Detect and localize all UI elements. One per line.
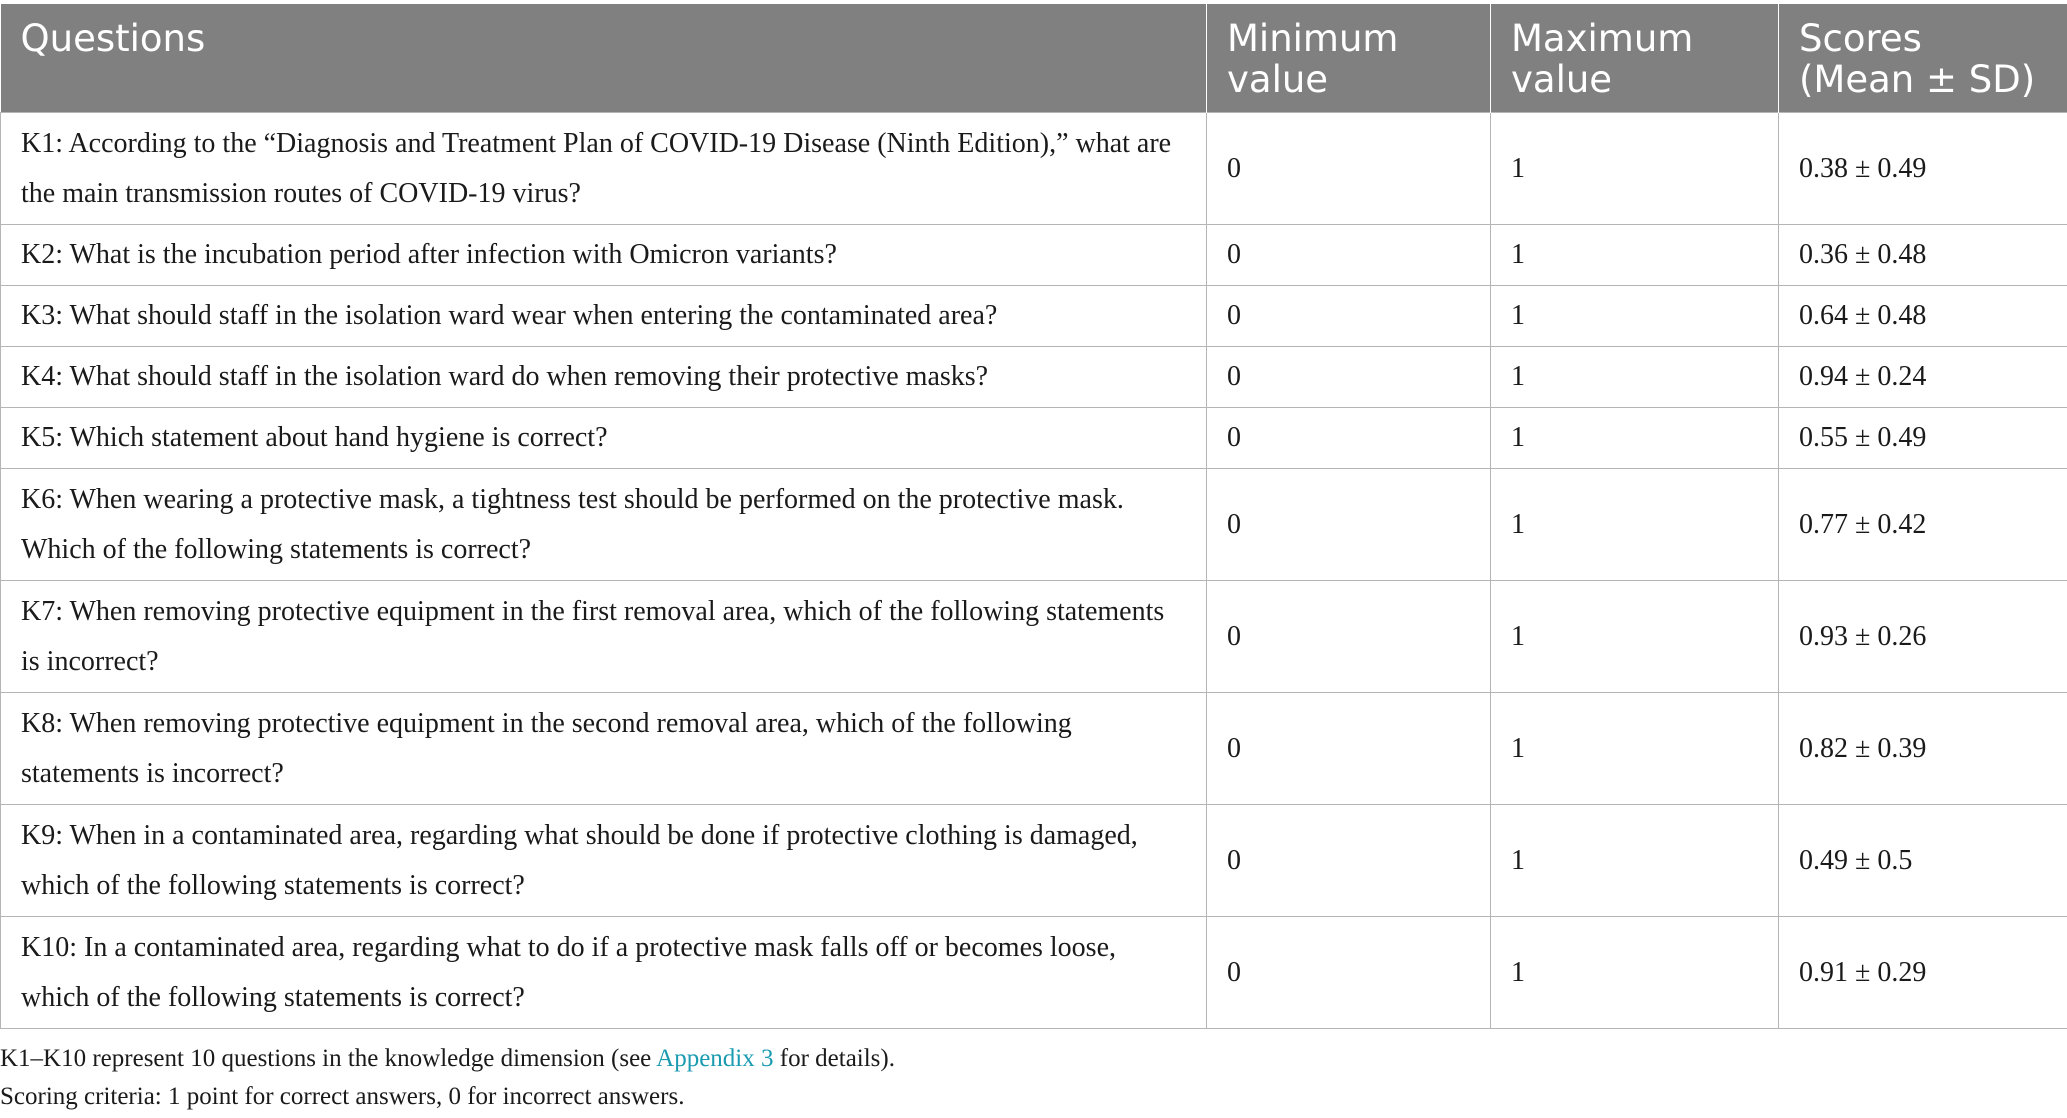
min-cell: 0 [1207,286,1491,347]
table-row [1,408,2067,469]
table-row [1,805,2067,917]
min-cell: 0 [1207,347,1491,408]
scores-table-container [0,4,2067,1029]
min-cell: 0 [1207,225,1491,286]
max-cell: 1 [1491,408,1779,469]
footnote-questions-note [0,1040,895,1078]
table-row [1,693,2067,805]
score-cell: 0.77 ± 0.42 [1779,469,2067,581]
score-cell: 0.93 ± 0.26 [1779,581,2067,693]
score-cell: 0.64 ± 0.48 [1779,286,2067,347]
question-cell: K9: When in a contaminated area, regarding what should be done if protective clothing is damaged, which of the following statements is correct? [1,805,1207,917]
table-header-row [1,4,2067,113]
question-cell: K6: When wearing a protective mask, a tightness test should be performed on the protective mask. Which of the following statements is correct? [1,469,1207,581]
question-cell: K2: What is the incubation period after infection with Omicron variants? [1,225,1207,286]
max-cell: 1 [1491,286,1779,347]
question-cell: K10: In a contaminated area, regarding what to do if a protective mask falls off or becomes loose, which of the following statements is correct? [1,917,1207,1029]
min-cell: 0 [1207,113,1491,225]
header-maximum-value: Maximum value [1491,4,1779,113]
footnote-scoring-criteria: Scoring criteria: 1 point for correct answers, 0 for incorrect answers. [0,1083,685,1110]
max-cell: 1 [1491,581,1779,693]
min-cell: 0 [1207,805,1491,917]
footnote-text-before: K1–K10 represent 10 questions in the knowledge dimension (see [0,1045,657,1072]
question-cell: K8: When removing protective equipment in the second removal area, which of the following statements is incorrect? [1,693,1207,805]
max-cell: 1 [1491,113,1779,225]
score-cell: 0.94 ± 0.24 [1779,347,2067,408]
min-cell: 0 [1207,693,1491,805]
min-cell: 0 [1207,408,1491,469]
question-cell: K5: Which statement about hand hygiene is correct? [1,408,1207,469]
question-cell: K7: When removing protective equipment in the first removal area, which of the following statements is incorrect? [1,581,1207,693]
knowledge-scores-table [0,4,2067,1029]
header-minimum-value: Minimum value [1207,4,1491,113]
table-row [1,581,2067,693]
max-cell: 1 [1491,693,1779,805]
table-footnotes [0,1040,895,1116]
table-row [1,347,2067,408]
min-cell: 0 [1207,581,1491,693]
max-cell: 1 [1491,469,1779,581]
max-cell: 1 [1491,805,1779,917]
max-cell: 1 [1491,917,1779,1029]
question-cell: K1: According to the “Diagnosis and Treatment Plan of COVID-19 Disease (Ninth Edition),” what are the main transmission routes of COVID-19 virus? [1,113,1207,225]
question-cell: K3: What should staff in the isolation ward wear when entering the contaminated area? [1,286,1207,347]
question-cell: K4: What should staff in the isolation ward do when removing their protective masks? [1,347,1207,408]
score-cell: 0.82 ± 0.39 [1779,693,2067,805]
table-row [1,286,2067,347]
score-cell: 0.36 ± 0.48 [1779,225,2067,286]
min-cell: 0 [1207,917,1491,1029]
score-cell: 0.49 ± 0.5 [1779,805,2067,917]
appendix-3-link[interactable]: Appendix 3 [656,1045,774,1072]
max-cell: 1 [1491,347,1779,408]
footnote-text-after: for details). [773,1045,895,1072]
score-cell: 0.38 ± 0.49 [1779,113,2067,225]
header-scores: Scores (Mean ± SD) [1779,4,2067,113]
max-cell: 1 [1491,225,1779,286]
table-row [1,113,2067,225]
min-cell: 0 [1207,469,1491,581]
table-row [1,469,2067,581]
table-row [1,225,2067,286]
table-row [1,917,2067,1029]
score-cell: 0.55 ± 0.49 [1779,408,2067,469]
header-questions: Questions [1,4,1207,113]
score-cell: 0.91 ± 0.29 [1779,917,2067,1029]
